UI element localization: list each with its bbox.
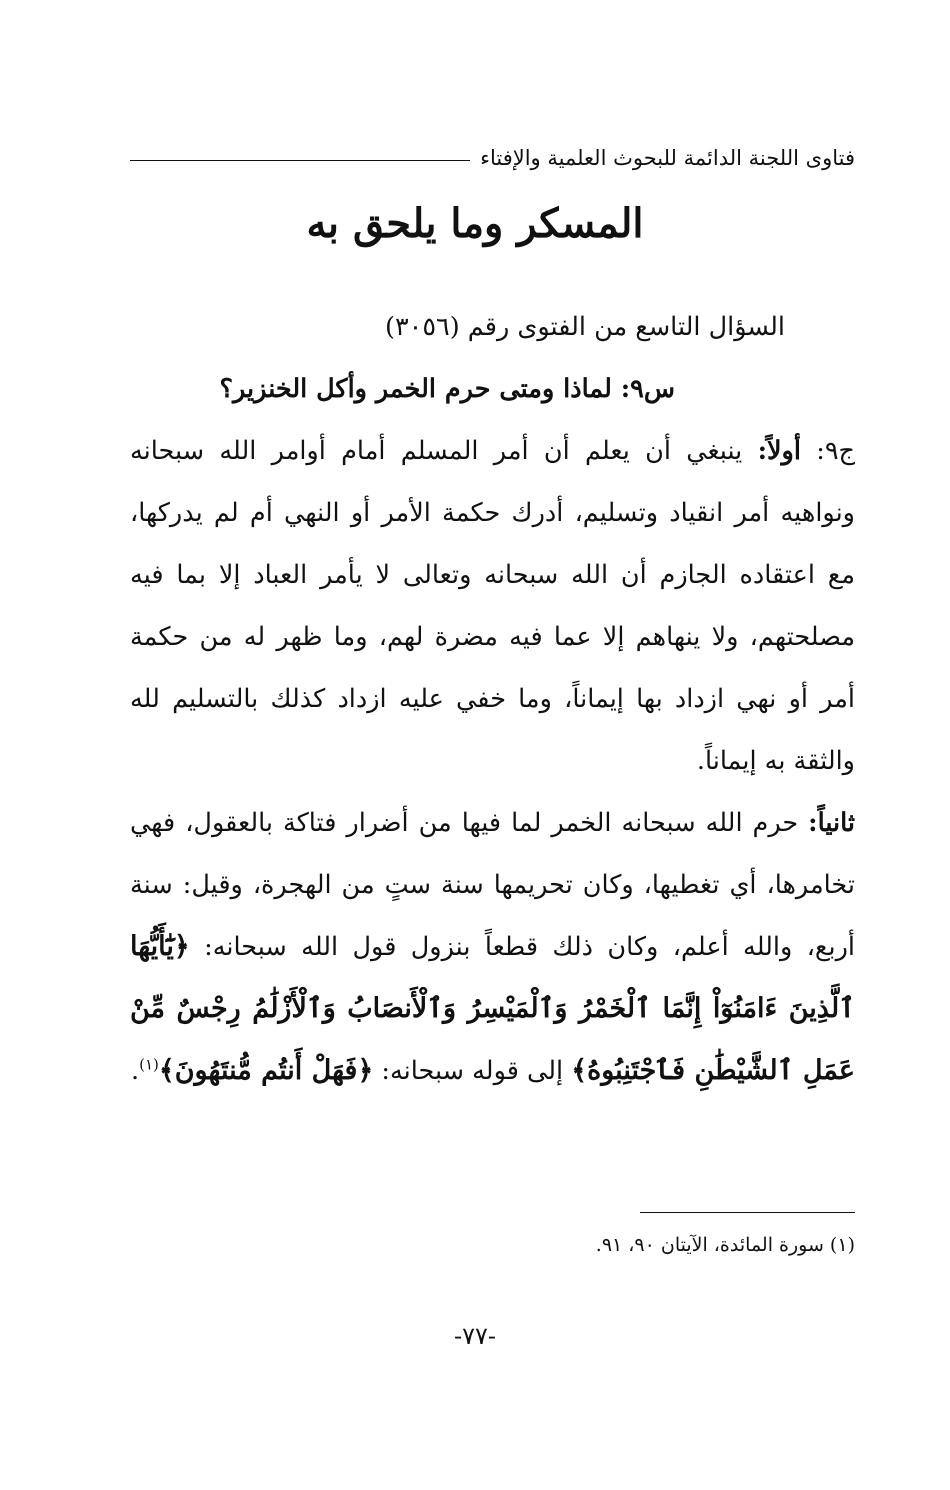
answer-paragraph-second: [130, 792, 855, 1102]
running-header-title: فتاوى اللجنة الدائمة للبحوث العلمية والإفتاء: [480, 146, 855, 170]
answer-prefix: ج٩:: [800, 436, 855, 466]
section-title: المسكر وما يلحق به: [306, 200, 644, 247]
running-header: [130, 138, 855, 178]
answer-between-text: إلى قوله سبحانه:: [373, 1056, 572, 1086]
footnote-text: (١) سورة المائدة، الآيتان ٩٠، ٩١.: [595, 1234, 855, 1256]
quran-verse-two: ﴿فَهَلْ أَنتُم مُّنتَهُونَ﴾: [158, 1055, 374, 1086]
answer-end-punctuation: .: [131, 1056, 140, 1086]
page-number: -٧٧-: [454, 1322, 496, 1350]
footnote-marker: (١): [139, 1055, 159, 1074]
answer-second-text: حرم الله سبحانه الخمر لما فيها من أضرار فتاكة بالعقول، فهي تخامرها، أي تغطيها، وكان تحريمها سنة ستٍ من الهجرة، وقيل: سنة أربع، والله أعلم، وكان ذلك قطعاً بنزول قول الله سبحانه:: [130, 808, 855, 962]
answer-second-label: ثانياً:: [808, 808, 855, 838]
question-text: س٩: لماذا ومتى حرم الخمر وأكل الخنزير؟: [219, 374, 675, 404]
footnote-rule: [640, 1212, 855, 1213]
answer-first-label: أولاً:: [757, 436, 801, 466]
answer-first-text: ينبغي أن يعلم أن أمر المسلم أمام أوامر الله سبحانه ونواهيه أمر انقياد وتسليم، أدرك حكمة الأمر أو النهي أم لم يدركها، مع اعتقاده الجازم أن الله سبحانه وتعالى لا يأمر العباد إلا بما فيه مصلحتهم، ولا ينهاهم إلا عما فيه مضرة لهم، وما ظهر له من حكمة أمر أو نهي ازداد بها إيماناً، وما خفي عليه ازداد كذلك بالتسليم لله والثقة به إيماناً.: [130, 436, 855, 776]
quran-verse-one: ﴿يَٰٓأَيُّهَا ٱلَّذِينَ ءَامَنُوٓاْ إِنَّمَا ٱلْخَمْرُ وَٱلْمَيْسِرُ وَٱلْأَنصَابُ وَٱلْأَزْلَٰمُ رِجْسٌ مِّنْ عَمَلِ ٱلشَّيْطَٰنِ فَٱجْتَنِبُوهُ﴾: [130, 931, 855, 1086]
fatwa-source-line: السؤال التاسع من الفتوى رقم (٣٠٥٦): [385, 312, 785, 342]
answer-paragraph-first: [130, 420, 855, 792]
header-rule: [130, 160, 470, 161]
fatwa-body: [130, 296, 855, 1102]
